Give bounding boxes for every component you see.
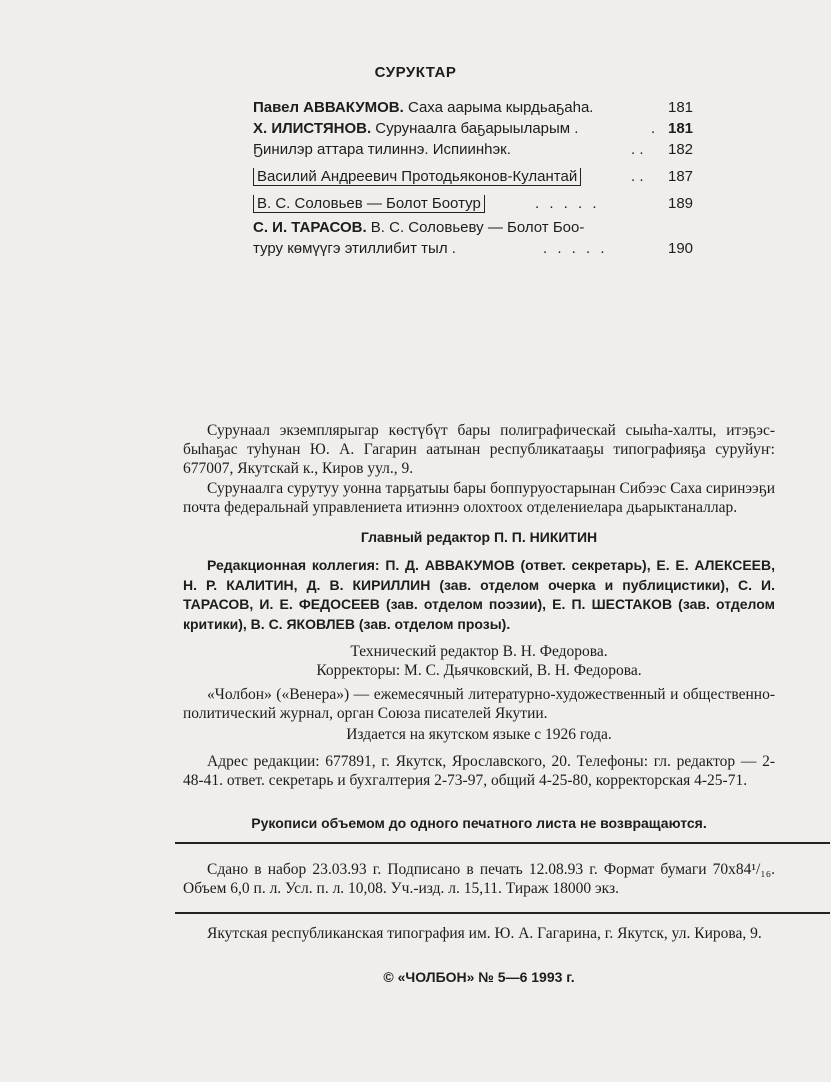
contents-heading: СУРУКТАР bbox=[374, 64, 457, 81]
chief-editor: Главный редактор П. П. НИКИТИН bbox=[360, 529, 598, 545]
manuscripts-notice: Рукописи объемом до одного печатного листа не возвращаются. bbox=[251, 815, 707, 831]
journal-description: «Чолбон» («Венера») — ежемесячный литературно-художественный и общественно-политический журнал, орган Союза писателей Якутии. bbox=[183, 686, 775, 722]
toc-title-boxed: Василий Андреевич Протодьяконов-Кулантай bbox=[253, 168, 581, 186]
toc-leader: . . bbox=[631, 141, 644, 158]
toc-leader: . . bbox=[631, 168, 644, 185]
toc-entry bbox=[253, 97, 693, 118]
editorial-address: Адрес редакции: 677891, г. Якутск, Ярославского, 20. Телефоны: гл. редактор — 2-48-41. ответ. секретарь и бухгалтерия 2-73-97, общий 4-25-80, корректорская 4-25-71. bbox=[183, 753, 775, 789]
technical-editor: Технический редактор В. Н. Федорова. bbox=[350, 643, 608, 660]
toc-leader: . bbox=[651, 120, 656, 137]
toc-page-number: 189 bbox=[668, 195, 694, 212]
divider bbox=[175, 842, 830, 844]
toc-entry bbox=[253, 118, 693, 139]
distribution-note-1: Сурунаал экземплярыгар көстүбүт бары полиграфическай сыыһа-халты, итэҕэс-быһаҕас туһунан Ю. А. Гагарин аатынан республикатааҕы типографияҕа суруйуҥ: 677007, Якутскай к., Киров уул., 9. bbox=[183, 422, 775, 477]
divider bbox=[175, 912, 830, 914]
toc-title: Сурунаалга баҕарыыларым . bbox=[371, 120, 579, 137]
print-details: Сдано в набор 23.03.93 г. Подписано в печать 12.08.93 г. Формат бумаги 70x84¹/₁₆. Объем 6,0 п. л. Усл. п. л. 10,08. Уч.-изд. л. 15,11. Тираж 18000 экз. bbox=[183, 861, 775, 897]
toc-entry bbox=[253, 166, 693, 187]
toc-page-number: 182 bbox=[668, 141, 694, 158]
toc-entry bbox=[253, 217, 693, 238]
toc-page-number: 181 bbox=[668, 99, 694, 116]
toc-page-number: 181 bbox=[668, 120, 694, 137]
published-since: Издается на якутском языке с 1926 года. bbox=[346, 726, 612, 743]
editorial-board: Редакционная коллегия: П. Д. АВВАКУМОВ (ответ. секретарь), Е. Е. АЛЕКСЕЕВ, Н. Р. КАЛИТИН, Д. В. КИРИЛЛИН (зав. отделом очерка и публицистики), С. И. ТАРАСОВ, И. Е. ФЕДОСЕЕВ (зав. отделом поэзии), Е. П. ШЕСТАКОВ (зав. отделом критики), В. С. ЯКОВЛЕВ (зав. отделом прозы). bbox=[183, 557, 775, 632]
toc-entry bbox=[253, 238, 693, 259]
printing-house: Якутская республиканская типография им. Ю. А. Гагарина, г. Якутск, ул. Кирова, 9. bbox=[207, 925, 762, 942]
toc-page-number: 187 bbox=[668, 168, 694, 185]
correctors: Корректоры: М. С. Дьячковский, В. Н. Федорова. bbox=[316, 662, 642, 679]
toc-title: Саха аарыма кырдьаҕаһа. bbox=[403, 99, 594, 116]
toc-page-number: 190 bbox=[668, 240, 694, 257]
copyright-line: © «ЧОЛБОН» № 5—6 1993 г. bbox=[383, 969, 575, 985]
toc-author: Павел АВВАКУМОВ. bbox=[253, 99, 404, 116]
toc-entry bbox=[253, 139, 693, 160]
toc-title: Ҕинилэр аттара тилиннэ. Испиинһэк. bbox=[253, 141, 511, 158]
distribution-note-2: Сурунаалга сурутуу уонна тарҕатыы бары боппуруостарынан Сибээс Саха сиринээҕи почта федеральнай управлениета итиэннэ олохтоох отделениелара дьарыктаналлар. bbox=[183, 480, 775, 516]
toc-leader: . . . . . bbox=[543, 240, 608, 257]
toc-title: туру көмүүгэ этиллибит тыл . bbox=[253, 240, 456, 257]
toc-author: С. И. ТАРАСОВ. bbox=[253, 219, 367, 236]
toc-entry bbox=[253, 193, 693, 214]
toc-leader: . . . . . bbox=[535, 195, 600, 212]
toc-title: В. С. Соловьеву — Болот Боо- bbox=[366, 219, 585, 236]
toc-title-boxed: В. С. Соловьев — Болот Боотур bbox=[253, 195, 485, 213]
table-of-contents bbox=[253, 97, 693, 259]
toc-author: Х. ИЛИСТЯНОВ. bbox=[253, 120, 372, 137]
